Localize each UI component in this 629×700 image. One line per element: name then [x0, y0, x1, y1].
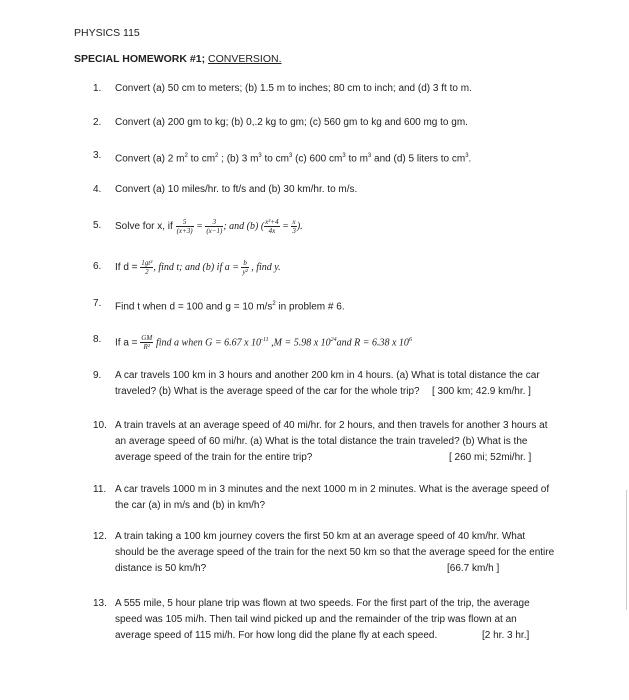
problem-text: Convert (a) 50 cm to meters; (b) 1.5 m to inches; 80 cm to inch; and (d) 3 ft to m.: [115, 83, 472, 94]
problem-text: A 555 mile, 5 hour plane trip was flown at two speeds. For the first part of the trip, the average speed was 105 mi/h. Then tail wind picked up and the remainder of the trip was flown at an average speed of 115 mi/h. For how long did the plane fly at each speed.: [115, 598, 530, 641]
problem-number: 13.: [93, 598, 107, 609]
problem-number: 4.: [93, 184, 102, 195]
problem-text: If a = $\frac{GM}{\text{R²}}$ find a when G = 6.67 x $10^{-11}$ ,M = 5.98 x $10^{24}and$ R = 6.38 x $10^6$: [115, 334, 412, 352]
answer-key: [ 260 mi; 52mi/hr. ]: [445, 450, 531, 466]
fraction: $\frac{\text{1gt²}}{2}$: [141, 259, 153, 276]
page-edge-shadow: [626, 490, 627, 610]
problem-number: 12.: [93, 531, 107, 542]
title-underlined: CONVERSION.: [208, 53, 282, 65]
problem-text: A car travels 1000 m in 3 minutes and the next 1000 m in 2 minutes. What is the average speed of the car (a) in m/s and (b) in km/h?: [115, 484, 550, 511]
homework-title: [74, 53, 282, 65]
problem-number: 5.: [93, 220, 102, 231]
fraction: $\frac{3}{(x-1)}$: [206, 218, 223, 235]
problem-number: 3.: [93, 150, 102, 161]
problem-text: A train taking a 100 km journey covers the first 50 km at an average speed of 40 km/hr. What should be the average speed of the train for the next 50 km so that the average speed for the entire distance is 50 km/h?: [115, 531, 555, 574]
problem-number: 6.: [93, 261, 102, 272]
problem-number: 11.: [93, 484, 107, 495]
course-name: PHYSICS 115: [74, 27, 140, 39]
fraction: $\frac{b}{\text{y²}}$: [242, 259, 248, 276]
problem-text: Convert (a) 10 miles/hr. to ft/s and (b) 30 km/hr. to m/s.: [115, 184, 358, 195]
fraction: $\frac{GM}{\text{R²}}$: [141, 334, 153, 352]
answer-key: [66.7 km/h ]: [443, 561, 499, 577]
answer-key: [ 300 km; 42.9 km/hr. ]: [428, 384, 531, 400]
title-bold: SPECIAL HOMEWORK #1;: [74, 53, 206, 65]
problem-number: 10.: [93, 420, 107, 431]
fraction: $\frac{x}{3}$: [292, 218, 296, 235]
fraction: $\frac{5}{(x+3)}$: [176, 218, 193, 235]
problem-text: Convert (a) 200 gm to kg; (b) 0,.2 kg to gm; (c) 560 gm to kg and 600 mg to gm.: [115, 117, 468, 128]
problem-text: A train travels at an average speed of 40 mi/hr. for 2 hours, and then travels for another 3 hours at an average speed of 60 mi/hr. (a) What is the total distance the train traveled? (b) What is the average speed of the train for the entire trip?: [115, 420, 548, 463]
problem-number: 8.: [93, 334, 102, 345]
answer-key: [2 hr. 3 hr.]: [478, 628, 529, 644]
problem-text: Convert (a) 2 $m^2$ to $cm^2$ ; (b) 3 $m^3$ to $cm^3$ (c) 600 $cm^3$ to $m^3$ and (d) 5 liters to $cm^3$.: [115, 153, 472, 165]
problem-text: A car travels 100 km in 3 hours and another 200 km in 4 hours. (a) What is total distance the car traveled? (b) What is the average speed of the car for the whole trip?: [115, 370, 540, 397]
problem-text: Solve for x, if $\frac{5}{(x+3)}$ = $\frac{3}{(x-1)}$ ; and (b) ( $\frac{\text{x²+4}}{4x}$ = $\frac{x}{3}$ ).: [115, 218, 303, 235]
problem-number: 1.: [93, 83, 102, 94]
problem-number: 2.: [93, 117, 102, 128]
problem-number: 7.: [93, 298, 102, 309]
problem-text: If d = $\frac{\text{1gt²}}{2}$ , find t; and (b) if a = $\frac{b}{\text{y²}}$ , find y.: [115, 259, 281, 276]
problem-text: Find t when d = 100 and g = 10 $m/s^2$ in problem # 6.: [115, 301, 345, 313]
problem-number: 9.: [93, 370, 102, 381]
fraction: $\frac{\text{x²+4}}{4x}$: [265, 218, 279, 235]
